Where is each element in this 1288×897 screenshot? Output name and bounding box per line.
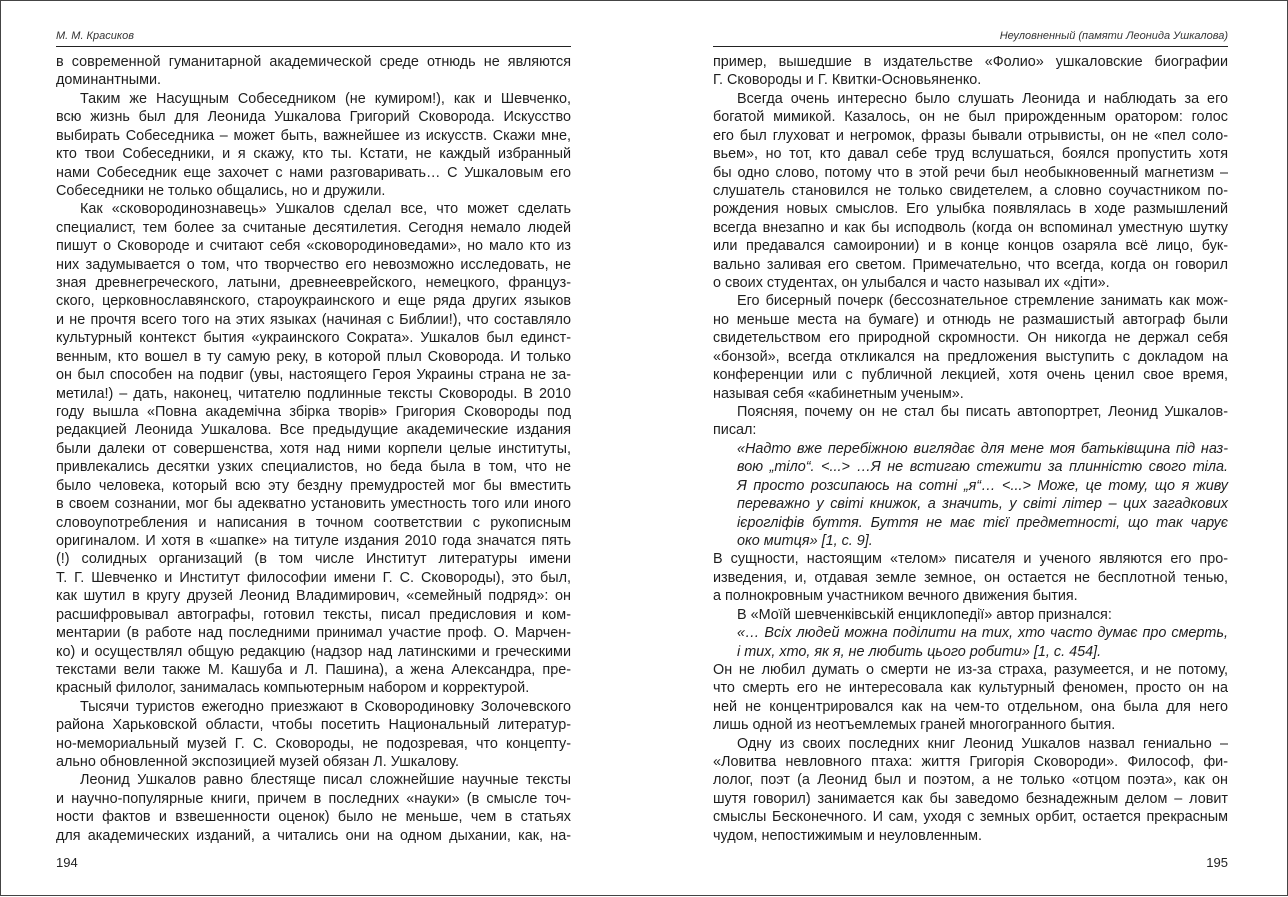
text-line: привлекались десятки узких специалистов, но беда была в том, что не [56, 459, 571, 476]
text-line: кто твои Собеседники, и я скажу, кто ты. Кстати, не каждый избранный [56, 146, 571, 163]
text-line: было человека, который всю эту бездну премудростей мог бы вместить [56, 477, 571, 494]
text-line: венным, кто вошел в ту самую реку, в которой плыл Сковорода. И только [56, 348, 571, 365]
text-line: зная древнегреческого, латыни, древнееврейского, немецкого, француз- [56, 275, 571, 292]
text-line: Тысячи туристов ежегодно приезжают в Сковородиновку Золочевского [80, 698, 571, 715]
text-line: редакцией Леонида Ушкалова. Все предыдущие академические издания [56, 422, 571, 439]
paragraph [713, 292, 1228, 403]
text-line: вьем», но тот, кто давал себе труд вслушаться, боялся пропустить хотя [713, 146, 1228, 163]
text-line: о своих студентах, он улыбался и часто называл их «діти». [713, 275, 1110, 292]
page-number: 194 [56, 855, 78, 870]
paragraph [56, 698, 571, 772]
text-line: свидетельством его природной скромности. Он никогда не держал себя [713, 330, 1228, 347]
text-line: «… Всіх людей можна поділити на тих, хто часто думає про смерть, [737, 625, 1228, 642]
running-header-author: М. М. Красиков [56, 30, 571, 47]
text-line: в современной гуманитарной академической среде отнюдь не являются [56, 54, 571, 70]
text-line: «бонзой», всегда откликался на предложения выступить с докладом на [713, 348, 1228, 365]
text-line: году вышла «Повна академічна збірка творів» Григория Сковороды под [56, 404, 571, 421]
text-line: специалист, тем более за считаные десятилетия. Сегодня немало людей [56, 219, 571, 236]
text-line: чудом, непостижимым и неуловленным. [713, 827, 982, 844]
text-line: (!) солидных организаций (в том числе Институт литературы имени [56, 551, 571, 568]
text-line: ского, церковнославянского, староукраинского и еще ряда других языков [56, 293, 571, 310]
text-line: око митця» [1, с. 9]. [737, 532, 873, 549]
text-line: его был глуховат и негромок, фразы бывали отрывисты, он не «пел соло- [713, 127, 1228, 144]
text-line: рождения новых смыслов. Его улыбка появлялась в ходе размышлений [713, 201, 1228, 218]
text-line: и научно-популярные книги, причем в последних «науки» (в смысле точ- [56, 790, 571, 807]
text-line: метила!) – дать, наконец, читателю подлинные тексты Сковороды. В 2010 [56, 385, 571, 402]
paragraph [713, 661, 1228, 735]
text-line: ней не концентрировался как на чем-то отдельном, она была для него [713, 698, 1228, 715]
text-line: писал: [713, 422, 757, 439]
text-line: пишут о Сковороде и считают себя «сковородиноведами», но мало кто из [56, 238, 571, 255]
text-line: красный филолог, занималась компьютерным набором и корректурой. [56, 680, 530, 697]
text-line: но-мемориальный музей Г. С. Сковороды, не подозревая, что концепту- [56, 735, 571, 752]
text-line: В сущности, настоящим «телом» писателя и ученого являются его про- [713, 551, 1228, 568]
text-line: ко) и осуществлял общую редакцию (надзор над латинскими и греческими [56, 643, 571, 660]
left-page [56, 1, 571, 897]
text-line: района Харьковской области, чтобы посетить Национальный литератур- [56, 717, 571, 734]
text-line: бы одно слово, потому что в этой речи был необыкновенный магнетизм – [713, 164, 1228, 181]
text-line: лишь одной из неотъемлемых граней многогранного бытия. [713, 717, 1116, 734]
text-line: изведения, и, отдавая земле земное, он остается не бесплотной тенью, [713, 569, 1228, 586]
text-line: для академических изданий, а читались они на одном дыхании, как, на- [56, 827, 571, 844]
text-line: что смерть его не интересовала как культурный феномен, просто он на [713, 680, 1228, 697]
text-line: шутя говорил) занимается как бы заведомо безнадежным делом – ловит [713, 790, 1228, 807]
text-line: Собеседники не только общались, но и дружили. [56, 182, 386, 199]
text-line: ієрогліфів буття. Буття не має тієї предметності, що так чарує [737, 514, 1228, 531]
text-line: называя себя «кабинетным ученым». [713, 385, 964, 402]
text-line: Поясняя, почему он не стал бы писать автопортрет, Леонид Ушкалов- [737, 404, 1228, 421]
text-line: или предавался самоиронии) и в конце концов озаряла всё лицо, бук- [713, 238, 1228, 255]
text-line: Я просто розсипаюсь на сотні „я“… <...> Може, це тому, що я живу [737, 477, 1228, 494]
text-line: текстами вели также М. Кашуба и Л. Пашина), а жена Александра, пре- [56, 661, 571, 678]
paragraph [713, 735, 1228, 846]
text-line: всегда внезапно и как бы исподволь (когда он вспоминал уместную шутку [713, 219, 1228, 236]
text-line: лолог, поэт (а Леонид был и поэтом, а не только «отцом поэта», как он [713, 772, 1228, 789]
text-line: а полнокровным участником вечного движения бытия. [713, 588, 1078, 605]
text-line: вою „тіло“. <...> …Я не встигаю стежити за плинністю свого тіла. [737, 459, 1228, 476]
text-line: «Надто вже перебіжною виглядає для мене моя батьківщина під наз- [737, 440, 1228, 457]
paragraph [713, 606, 1228, 624]
text-line: словоупотребления и написания в точном соответствии с рукописным [56, 514, 571, 531]
text-line: Г. Сковороды и Г. Квитки-Основьяненко. [713, 72, 982, 89]
text-line: переважно у світі книжок, а значить, у світі літер – цих загадкових [737, 496, 1228, 513]
paragraph [713, 90, 1228, 293]
text-line: нами Собеседник еще захочет с нами разговаривать… С Ушкаловым его [56, 164, 571, 181]
text-line: доминантными. [56, 72, 162, 89]
text-line: слушатель становился не только свидетелем, а словно соучастником по- [713, 182, 1228, 199]
paragraph [56, 90, 571, 201]
right-page [713, 1, 1228, 897]
text-line: Его бисерный почерк (бессознательное стремление занимать как мож- [737, 293, 1228, 310]
text-line: Всегда очень интересно было слушать Леонида и наблюдать за его [737, 90, 1228, 107]
page-number: 195 [1206, 855, 1228, 870]
text-line: ности фактов и взвешенности оценок) было не меньше, чем в статьях [56, 809, 571, 826]
paragraph [56, 53, 571, 90]
text-line: пример, вышедшие в издательстве «Фолио» ушкаловские биографии [713, 54, 1228, 70]
running-header-title: Неуловненный (памяти Леонида Ушкалова) [713, 30, 1228, 47]
text-line: ментарии (в работе над последними принимал участие проф. О. Марчен- [56, 625, 571, 642]
text-line: выбирать Собеседника – может быть, важнейшее из искусств. Скажи мне, [56, 127, 571, 144]
text-line: культурный контекст бытия «украинского Сократа». Ушкалов был единст- [56, 330, 571, 347]
text-line: Леонид Ушкалов равно блестяще писал сложнейшие научные тексты [80, 772, 571, 789]
paragraph [713, 550, 1228, 605]
text-line: богатой мимикой. Казалось, он не был прирожденным оратором: голос [713, 109, 1228, 126]
text-line: смыслы Бесконечного. И сам, уходя с земных орбит, остается прекрасным [713, 809, 1228, 826]
text-line: как шутил в кругу друзей Леонид Владимирович, «семейный подряд»: он [56, 588, 571, 605]
text-line: Т. Г. Шевченко и Институт философии имени Г. С. Сковороды), это был, [56, 569, 571, 586]
text-line: он был способен на подвиг (увы, настоящего Героя Украины страна не за- [56, 367, 571, 384]
text-line: оригиналом. И хотя в «шапке» на титуле издания 2010 года значатся пять [56, 532, 571, 549]
text-line: Как «сковородинознавець» Ушкалов сделал все, что может сделать [80, 201, 571, 218]
text-line: них задумывается о том, что творчество его невозможно исследовать, не [56, 256, 571, 273]
text-line: вально заливая его светом. Примечательно, что всегда, когда он говорил [713, 256, 1228, 273]
page-body [56, 53, 571, 845]
text-line: ально обновленной экспозицией музей обязан Л. Ушкалову. [56, 754, 460, 771]
text-line: конференции или с публичной лекцией, хотя очень ценил свое время, [713, 367, 1228, 384]
text-line: были далеки от совершенства, хотя над ними корпели целые институты, [56, 440, 571, 457]
text-line: в своем сознании, мог бы адекватно установить уместность того или иного [56, 496, 571, 513]
text-line: В «Моїй шевченківській енциклопедії» автор признался: [737, 606, 1112, 623]
paragraph [56, 771, 571, 845]
paragraph [713, 53, 1228, 90]
text-line: всю жизнь был для Леонида Ушкалова Григорий Сковорода. Искусство [56, 109, 571, 126]
text-line: «Ловитва невловного птаха: життя Григорія Сковороди». Философ, фи- [713, 754, 1228, 771]
paragraph [56, 200, 571, 697]
block-quote [713, 624, 1228, 661]
text-line: Он не любил думать о смерти не из-за страха, разумеется, и не потому, [713, 661, 1228, 678]
text-line: но меньше места на бумаге) и отнюдь не размашистый автограф были [713, 311, 1228, 328]
page-body [713, 53, 1228, 845]
text-line: Таким же Насущным Собеседником (не кумиром!), как и Шевченко, [80, 90, 571, 107]
text-line: расшифровывал автографы, готовил тексты, писал предисловия и ком- [56, 606, 571, 623]
text-line: і тих, хто, як я, не любить цього робити» [1, с. 454]. [737, 643, 1102, 660]
text-line: и не прочтя всего того на этих языках (начиная с Библии!), что составляло [56, 311, 571, 328]
text-line: Одну из своих последних книг Леонид Ушкалов назвал гениально – [737, 735, 1228, 752]
paragraph [713, 403, 1228, 440]
block-quote [713, 440, 1228, 551]
